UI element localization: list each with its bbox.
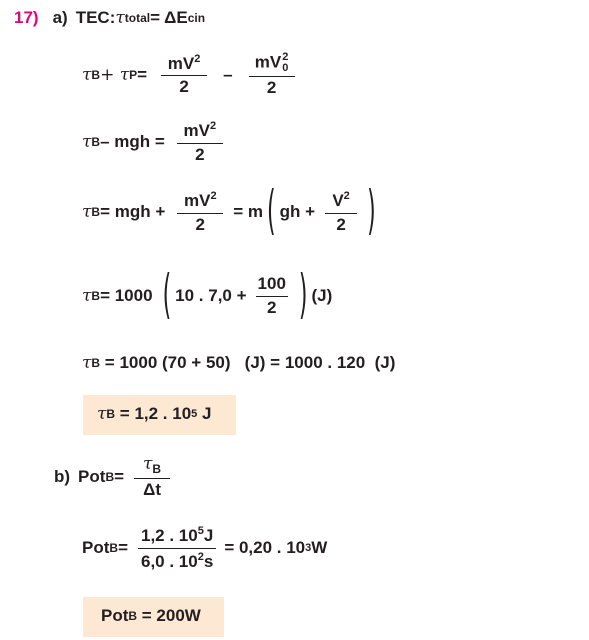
unit-j: J bbox=[197, 404, 212, 423]
numerator-100: 100 bbox=[257, 274, 286, 293]
sub-p: P bbox=[129, 67, 138, 82]
denominator-2: 2 bbox=[177, 143, 223, 165]
tec-prefix: TEC: bbox=[75, 8, 116, 27]
fraction-mv2-over-2 bbox=[161, 53, 207, 97]
pot: Pot bbox=[78, 467, 106, 487]
exp-2: 2 bbox=[282, 51, 289, 63]
equals: = bbox=[114, 467, 125, 487]
rhs: = 0,20 . 10 bbox=[224, 538, 306, 558]
total-sub: total bbox=[124, 11, 151, 25]
equation-5 bbox=[82, 353, 395, 373]
tau-b: τ bbox=[82, 202, 92, 223]
tau-b: τ bbox=[82, 64, 92, 85]
eq-1000: = 1000 bbox=[100, 286, 153, 306]
exp-2: 2 bbox=[209, 120, 217, 132]
tau-b: τ bbox=[97, 404, 107, 424]
minus-sign: – bbox=[223, 64, 233, 84]
exp-5: 5 bbox=[191, 408, 198, 420]
right-paren: ) bbox=[298, 266, 308, 327]
eq-m: = m bbox=[233, 202, 264, 222]
equation-5-text: = 1000 (70 + 50) (J) = 1000 . 120 (J) bbox=[100, 353, 396, 372]
minus-mgh: – mgh = bbox=[100, 132, 165, 152]
mv: mV bbox=[183, 191, 211, 210]
tau-b: τ bbox=[82, 286, 92, 307]
tau-b: τ bbox=[82, 132, 92, 153]
denominator-value: 6,0 . 10 bbox=[141, 551, 198, 571]
left-paren: ( bbox=[267, 182, 276, 243]
result-a bbox=[97, 404, 211, 424]
tau-b: τ bbox=[82, 353, 92, 373]
mv: mV bbox=[167, 53, 195, 73]
delta-t: Δt bbox=[134, 478, 170, 500]
exp-2: 2 bbox=[194, 52, 201, 65]
equation-4 bbox=[82, 266, 333, 327]
sub-b: B bbox=[105, 470, 115, 485]
fraction-100-over-2 bbox=[255, 275, 289, 317]
fraction-tau-over-dt bbox=[134, 455, 170, 500]
numerator-value: 1,2 . 10 bbox=[141, 526, 198, 545]
gh-plus: gh + bbox=[279, 202, 316, 222]
sub-b: B bbox=[106, 407, 116, 421]
equation-2 bbox=[82, 120, 229, 164]
sub-b: B bbox=[109, 541, 119, 556]
problem-number: 17) bbox=[14, 8, 39, 27]
equation-3 bbox=[82, 182, 380, 243]
right-paren: ) bbox=[367, 182, 376, 243]
fraction-v2-over-2 bbox=[325, 190, 357, 234]
pot: Pot bbox=[101, 606, 129, 625]
sub-b: B bbox=[91, 205, 101, 220]
denominator-2: 2 bbox=[256, 296, 288, 318]
unit-j: (J) bbox=[311, 286, 333, 306]
sub-b: B bbox=[91, 135, 101, 150]
denominator-2: 2 bbox=[161, 75, 207, 97]
fraction-mv0-over-2 bbox=[249, 52, 295, 98]
part-b-line-1 bbox=[54, 455, 176, 500]
v: V bbox=[332, 191, 344, 210]
sub-b: B bbox=[152, 462, 162, 476]
result-a-value: = 1,2 . 10 bbox=[115, 404, 192, 423]
equals: = bbox=[137, 64, 148, 84]
eq-mgh-plus: = mgh + bbox=[100, 202, 166, 222]
pot: Pot bbox=[82, 538, 110, 558]
sub-b: B bbox=[91, 67, 101, 82]
equation-1 bbox=[82, 52, 301, 98]
exp-2: 2 bbox=[197, 550, 204, 563]
sub-b: B bbox=[91, 356, 101, 370]
exp-3: 3 bbox=[305, 542, 312, 555]
result-b-value: = 200W bbox=[137, 606, 201, 625]
fraction-mv2-over-2 bbox=[177, 190, 223, 234]
denominator-2: 2 bbox=[325, 213, 357, 235]
part-b-label: b) bbox=[54, 467, 71, 487]
inner-expression: 10 . 7,0 + bbox=[175, 286, 247, 306]
equals: = bbox=[118, 538, 128, 558]
unit-s: s bbox=[203, 551, 214, 571]
part-a-label: a) bbox=[52, 8, 68, 27]
sub-b: B bbox=[91, 289, 101, 304]
tau-symbol: τ bbox=[115, 8, 125, 28]
tau: τ bbox=[143, 454, 153, 474]
delta-e: = ΔE bbox=[150, 8, 188, 27]
part-a-header bbox=[14, 8, 205, 28]
sub-0: 0 bbox=[282, 62, 289, 74]
cin-sub: cin bbox=[187, 11, 206, 25]
result-b bbox=[101, 606, 201, 626]
left-paren: ( bbox=[162, 266, 172, 327]
mv: mV bbox=[183, 121, 210, 140]
part-b-line-2 bbox=[82, 525, 327, 571]
denominator-2: 2 bbox=[177, 213, 223, 235]
exp-2: 2 bbox=[343, 190, 350, 202]
unit-w: W bbox=[311, 538, 328, 558]
sub-b: B bbox=[128, 609, 138, 623]
mv0: mV bbox=[254, 52, 282, 72]
exp-5: 5 bbox=[197, 525, 204, 537]
exp-2: 2 bbox=[210, 190, 217, 202]
fraction-energy-over-time bbox=[138, 525, 216, 571]
denominator-2: 2 bbox=[249, 76, 295, 98]
plus-tau-p: + τ bbox=[100, 64, 130, 85]
fraction-mv2-over-2 bbox=[177, 120, 223, 164]
unit-j: J bbox=[203, 526, 214, 545]
